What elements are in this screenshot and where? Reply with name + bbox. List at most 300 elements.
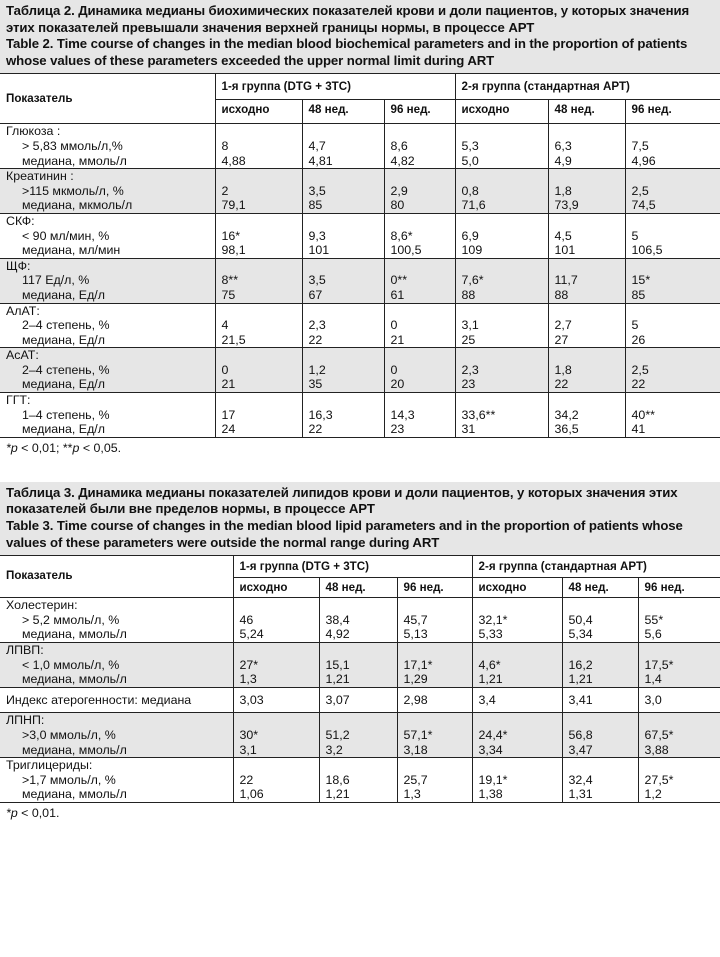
cell-spacer — [391, 169, 455, 184]
row-label — [0, 348, 215, 393]
table2-header-param: Показатель — [0, 74, 215, 124]
value-median: 1,21 — [325, 672, 350, 687]
table-row — [0, 258, 720, 303]
row-label — [0, 713, 233, 758]
table3-subheader: 48 нед. — [562, 578, 638, 598]
value-percent: 0 — [390, 362, 398, 377]
cell-spacer — [462, 304, 548, 319]
value-percent: 67,5* — [644, 727, 674, 742]
value-median: 1,29 — [403, 672, 428, 687]
table-row — [0, 348, 720, 393]
row-sub-label: медиана, ммоль/л — [22, 153, 127, 168]
value-cell — [397, 643, 472, 688]
value-median: 79,1 — [221, 198, 246, 213]
table-row — [0, 687, 720, 713]
value-cell — [548, 303, 625, 348]
value-percent: 55* — [644, 612, 664, 627]
cell-spacer — [479, 758, 562, 773]
value-median: 22 — [554, 377, 569, 392]
row-sub-label: >3,0 ммоль/л, % — [22, 727, 116, 742]
cell-spacer — [462, 348, 548, 363]
value-median: 5,34 — [568, 627, 593, 642]
value-cell — [233, 598, 319, 643]
value-cell — [548, 124, 625, 169]
value-percent: 4 — [221, 318, 229, 333]
value-median: 3,2 — [325, 742, 343, 757]
value-percent: 18,6 — [325, 772, 350, 787]
value-cell — [233, 713, 319, 758]
cell-spacer — [645, 713, 720, 728]
cell-spacer — [569, 643, 638, 658]
cell-spacer — [240, 758, 319, 773]
row-sub-label: > 5,83 ммоль/л,% — [22, 138, 123, 153]
value-cell — [638, 598, 720, 643]
value-cell — [638, 758, 720, 802]
row-label — [0, 169, 215, 214]
table3 — [0, 555, 720, 802]
cell-spacer — [404, 643, 472, 658]
value-percent: 17,5* — [644, 657, 674, 672]
table-row — [0, 758, 720, 802]
value-median: 3,88 — [644, 742, 669, 757]
value-cell — [302, 393, 384, 437]
cell-spacer — [309, 124, 384, 139]
cell-spacer — [326, 713, 397, 728]
value-cell — [215, 348, 302, 393]
value-cell — [302, 258, 384, 303]
value-percent: 34,2 — [554, 407, 579, 422]
row-label — [0, 213, 215, 258]
row-name: АсАТ: — [6, 348, 39, 363]
value-percent: 25,7 — [403, 772, 428, 787]
value-median: 4,9 — [554, 153, 572, 168]
value-median: 1,06 — [239, 787, 264, 802]
table3-header-param: Показатель — [0, 556, 233, 598]
value-median: 101 — [554, 243, 576, 258]
value-median: 61 — [390, 287, 405, 302]
value-percent: 4,5 — [554, 228, 572, 243]
cell-spacer — [240, 598, 319, 613]
cell-spacer — [309, 393, 384, 408]
value-percent: 57,1* — [403, 727, 433, 742]
value-cell — [215, 169, 302, 214]
value-median: 88 — [461, 287, 476, 302]
value-median: 101 — [308, 243, 330, 258]
value-cell — [548, 348, 625, 393]
value-percent: 7,5 — [631, 138, 649, 153]
row-name: Креатинин : — [6, 169, 74, 184]
value-percent: 2,5 — [631, 362, 649, 377]
value-median: 3,18 — [403, 742, 428, 757]
value-percent: 16,3 — [308, 407, 333, 422]
value-median: 73,9 — [554, 198, 579, 213]
cell-spacer — [479, 643, 562, 658]
value-cell — [384, 303, 455, 348]
value-cell — [455, 124, 548, 169]
value-percent: 15,1 — [325, 657, 350, 672]
table2-caption — [0, 0, 720, 73]
table-row — [0, 213, 720, 258]
value-percent: 22 — [239, 772, 254, 787]
cell-spacer — [462, 214, 548, 229]
value-percent: 0 — [390, 318, 398, 333]
value-cell — [319, 758, 397, 802]
value-cell — [472, 758, 562, 802]
row-sub-label: медиана, мкмоль/л — [22, 198, 133, 213]
value-percent: 0 — [221, 362, 229, 377]
value-percent: 3,5 — [308, 183, 326, 198]
value-median: 80 — [390, 198, 405, 213]
value-median: 4,92 — [325, 627, 350, 642]
value-cell — [625, 348, 720, 393]
cell-spacer — [309, 214, 384, 229]
value-cell — [302, 169, 384, 214]
value-percent: 5 — [631, 318, 639, 333]
table-row — [0, 393, 720, 437]
value-cell — [233, 758, 319, 802]
row-sub-label: < 90 мл/мин, % — [22, 228, 110, 243]
value-cell — [472, 713, 562, 758]
value-percent: 14,3 — [390, 407, 415, 422]
cell-spacer — [555, 259, 625, 274]
table-row — [0, 303, 720, 348]
value-percent: 56,8 — [568, 727, 593, 742]
value-percent: 8,6 — [390, 138, 408, 153]
row-sub-label: медиана, Ед/л — [22, 377, 105, 392]
value-percent: 30* — [239, 727, 259, 742]
value-median: 26 — [631, 332, 646, 347]
cell-spacer — [309, 304, 384, 319]
cell-spacer — [555, 124, 625, 139]
value-median: 1,21 — [478, 672, 503, 687]
table3-subheader: 96 нед. — [638, 578, 720, 598]
value-percent: 1,8 — [554, 183, 572, 198]
value-cell — [562, 713, 638, 758]
value-cell — [384, 124, 455, 169]
row-label — [0, 598, 233, 643]
cell-spacer — [632, 348, 720, 363]
row-sub-label: медиана, Ед/л — [22, 332, 105, 347]
value-percent: 2,3 — [308, 318, 326, 333]
value-percent: 1,2 — [308, 362, 326, 377]
value-median: 1,3 — [239, 672, 257, 687]
value-cell — [548, 169, 625, 214]
row-sub-label: >1,7 ммоль/л, % — [22, 772, 116, 787]
value-cell — [384, 213, 455, 258]
value-median: 98,1 — [221, 243, 246, 258]
value-cell — [302, 303, 384, 348]
value-cell — [215, 213, 302, 258]
cell-spacer — [240, 643, 319, 658]
cell-spacer — [462, 124, 548, 139]
value-cell — [455, 169, 548, 214]
value-median: 22 — [631, 377, 646, 392]
value-cell — [455, 303, 548, 348]
cell-spacer — [309, 169, 384, 184]
value-percent: 4,7 — [308, 138, 326, 153]
value-median: 36,5 — [554, 422, 579, 437]
value-cell — [397, 713, 472, 758]
table2-header-group2: 2-я группа (стандартная АРТ) — [455, 74, 720, 100]
table3-footnote: *p < 0,01. — [0, 802, 720, 823]
cell-spacer — [479, 713, 562, 728]
value-cell — [233, 643, 319, 688]
value-median: 31 — [461, 422, 476, 437]
cell-spacer — [391, 393, 455, 408]
table3-subheader: исходно — [233, 578, 319, 598]
value-percent: 7,6* — [461, 273, 484, 288]
value-median: 21 — [221, 377, 236, 392]
cell-spacer — [555, 169, 625, 184]
value-cell — [384, 258, 455, 303]
value-percent: 50,4 — [568, 612, 593, 627]
value-percent: 8,6* — [390, 228, 413, 243]
value-percent: 33,6** — [461, 407, 496, 422]
table2 — [0, 73, 720, 436]
value-cell — [625, 258, 720, 303]
cell-spacer — [391, 304, 455, 319]
row-name: ЛПНП: — [6, 713, 45, 728]
cell-spacer — [222, 348, 302, 363]
row-label — [0, 758, 233, 802]
cell-spacer — [632, 393, 720, 408]
value-cell — [625, 303, 720, 348]
value-cell — [638, 643, 720, 688]
value-percent: 8 — [221, 138, 229, 153]
value-median: 22 — [308, 332, 323, 347]
cell-spacer — [391, 259, 455, 274]
row-name: ГГТ: — [6, 393, 31, 408]
row-sub-label: 1–4 степень, % — [22, 407, 110, 422]
value-median: 35 — [308, 377, 323, 392]
value-median: 4,81 — [308, 153, 333, 168]
cell-spacer — [326, 598, 397, 613]
cell-spacer — [326, 758, 397, 773]
value-cell: 3,03 — [233, 687, 319, 713]
row-label — [0, 393, 215, 437]
table2-subheader: 48 нед. — [548, 100, 625, 124]
value-median: 22 — [308, 422, 323, 437]
value-median: 5,13 — [403, 627, 428, 642]
value-cell — [455, 348, 548, 393]
row-label: Индекс атерогенности: медиана — [0, 687, 233, 713]
cell-spacer — [479, 598, 562, 613]
value-median: 3,1 — [239, 742, 257, 757]
cell-spacer — [645, 758, 720, 773]
value-cell — [548, 213, 625, 258]
value-cell — [302, 348, 384, 393]
table2-caption-ru: Таблица 2. Динамика медианы биохимических показателей крови и доли пациентов, у которых значения этих показателей превышали значения верхней границы нормы, в процессе АРТ — [6, 3, 690, 35]
row-sub-label: < 1,0 ммоль/л, % — [22, 657, 120, 672]
value-median: 21,5 — [221, 332, 246, 347]
value-percent: 16* — [221, 228, 241, 243]
value-cell — [625, 393, 720, 437]
value-percent: 17,1* — [403, 657, 433, 672]
value-percent: 27* — [239, 657, 259, 672]
table3-subheader: 48 нед. — [319, 578, 397, 598]
value-percent: 6,3 — [554, 138, 572, 153]
value-cell — [625, 169, 720, 214]
value-median: 100,5 — [390, 243, 422, 258]
value-cell: 3,07 — [319, 687, 397, 713]
cell-spacer — [222, 304, 302, 319]
value-median: 5,33 — [478, 627, 503, 642]
table3-header-group2: 2-я группа (стандартная АРТ) — [472, 556, 720, 578]
row-name: ЩФ: — [6, 258, 31, 273]
value-median: 106,5 — [631, 243, 663, 258]
table3-caption-ru: Таблица 3. Динамика медианы показателей липидов крови и доли пациентов, у которых значения этих показателей были вне пределов нормы, в процессе АРТ — [6, 484, 678, 517]
cell-spacer — [462, 169, 548, 184]
cell-spacer — [569, 758, 638, 773]
value-median: 1,38 — [478, 787, 503, 802]
value-median: 23 — [390, 422, 405, 437]
value-percent: 38,4 — [325, 612, 350, 627]
value-percent: 46 — [239, 612, 254, 627]
cell-spacer — [632, 259, 720, 274]
value-cell — [638, 713, 720, 758]
table2-subheader: 96 нед. — [384, 100, 455, 124]
value-median: 109 — [461, 243, 483, 258]
value-percent: 19,1* — [478, 772, 508, 787]
value-cell — [562, 598, 638, 643]
row-label — [0, 258, 215, 303]
value-percent: 45,7 — [403, 612, 428, 627]
value-cell — [562, 758, 638, 802]
cell-spacer — [632, 304, 720, 319]
value-cell — [472, 598, 562, 643]
table3-header-group1: 1-я группа (DTG + 3TC) — [233, 556, 472, 578]
cell-spacer — [222, 169, 302, 184]
row-name: Триглицериды: — [6, 758, 93, 773]
value-cell — [384, 393, 455, 437]
value-cell — [548, 393, 625, 437]
cell-spacer — [645, 598, 720, 613]
value-percent: 3,5 — [308, 273, 326, 288]
row-sub-label: медиана, ммоль/л — [22, 672, 127, 687]
row-sub-label: > 5,2 ммоль/л, % — [22, 612, 120, 627]
value-cell — [625, 124, 720, 169]
row-sub-label: медиана, ммоль/л — [22, 787, 127, 802]
cell-spacer — [462, 259, 548, 274]
table2-subheader: 48 нед. — [302, 100, 384, 124]
value-median: 20 — [390, 377, 405, 392]
value-cell — [319, 598, 397, 643]
value-median: 5,6 — [644, 627, 662, 642]
row-sub-label: 117 Ед/л, % — [22, 273, 90, 288]
value-cell — [215, 124, 302, 169]
value-cell: 3,0 — [638, 687, 720, 713]
value-median: 4,96 — [631, 153, 656, 168]
value-percent: 0,8 — [461, 183, 479, 198]
cell-spacer — [462, 393, 548, 408]
value-median: 85 — [308, 198, 323, 213]
row-name: ЛПВП: — [6, 643, 44, 657]
value-cell — [397, 598, 472, 643]
value-percent: 2,9 — [390, 183, 408, 198]
value-percent: 11,7 — [554, 273, 578, 288]
row-name: Глюкоза : — [6, 124, 61, 139]
cell-spacer — [555, 214, 625, 229]
cell-spacer — [404, 758, 472, 773]
value-cell — [215, 303, 302, 348]
value-median: 1,3 — [403, 787, 421, 802]
row-sub-label: медиана, Ед/л — [22, 287, 105, 302]
cell-spacer — [555, 304, 625, 319]
cell-spacer — [391, 214, 455, 229]
value-percent: 17 — [221, 407, 236, 422]
cell-spacer — [309, 259, 384, 274]
value-percent: 3,1 — [461, 318, 479, 333]
table3-caption-en: Table 3. Time course of changes in the median blood lipid parameters and in the proportion of patients whose values of these parameters were outside the normal range during ART — [6, 518, 683, 550]
table-row — [0, 713, 720, 758]
value-median: 1,21 — [568, 672, 593, 687]
value-percent: 0** — [390, 273, 408, 288]
cell-spacer — [391, 124, 455, 139]
row-sub-label: >115 мкмоль/л, % — [22, 183, 124, 198]
cell-spacer — [309, 348, 384, 363]
value-cell — [319, 713, 397, 758]
row-label — [0, 124, 215, 169]
row-sub-label: медиана, ммоль/л — [22, 627, 127, 642]
value-median: 71,6 — [461, 198, 486, 213]
table-row — [0, 598, 720, 643]
value-median: 5,0 — [461, 153, 479, 168]
cell-spacer — [404, 598, 472, 613]
table2-footnote: *p < 0,01; **p < 0,05. — [0, 437, 720, 458]
value-cell — [472, 643, 562, 688]
row-name: Холестерин: — [6, 598, 78, 613]
value-cell — [455, 393, 548, 437]
value-median: 23 — [461, 377, 476, 392]
value-median: 1,21 — [325, 787, 350, 802]
value-percent: 2,7 — [554, 318, 572, 333]
value-median: 21 — [390, 332, 405, 347]
table-row — [0, 643, 720, 688]
value-cell — [625, 213, 720, 258]
value-median: 4,82 — [390, 153, 415, 168]
value-median: 3,34 — [478, 742, 503, 757]
value-median: 85 — [631, 287, 646, 302]
table2-header-group1: 1-я группа (DTG + 3TC) — [215, 74, 455, 100]
cell-spacer — [326, 643, 397, 658]
cell-spacer — [632, 124, 720, 139]
value-cell — [215, 393, 302, 437]
value-median: 1,2 — [644, 787, 662, 802]
value-median: 5,24 — [239, 627, 264, 642]
value-cell — [384, 348, 455, 393]
table2-subheader: исходно — [215, 100, 302, 124]
cell-spacer — [632, 214, 720, 229]
value-median: 74,5 — [631, 198, 656, 213]
cell-spacer — [632, 169, 720, 184]
value-median: 25 — [461, 332, 476, 347]
value-percent: 32,1* — [478, 612, 508, 627]
table2-caption-en: Table 2. Time course of changes in the median blood biochemical parameters and in the proportion of patients whose values of these parameters exceeded the upper normal limit during ART — [6, 36, 688, 68]
row-label — [0, 303, 215, 348]
value-median: 1,31 — [568, 787, 593, 802]
value-cell — [455, 213, 548, 258]
value-cell — [215, 258, 302, 303]
value-percent: 4,6* — [478, 657, 501, 672]
cell-spacer — [391, 348, 455, 363]
table2-subheader: исходно — [455, 100, 548, 124]
value-median: 88 — [554, 287, 569, 302]
table2-subheader: 96 нед. — [625, 100, 720, 124]
value-percent: 15* — [631, 273, 651, 288]
value-cell — [562, 643, 638, 688]
row-sub-label: 2–4 степень, % — [22, 318, 110, 333]
row-sub-label: 2–4 степень, % — [22, 362, 110, 377]
